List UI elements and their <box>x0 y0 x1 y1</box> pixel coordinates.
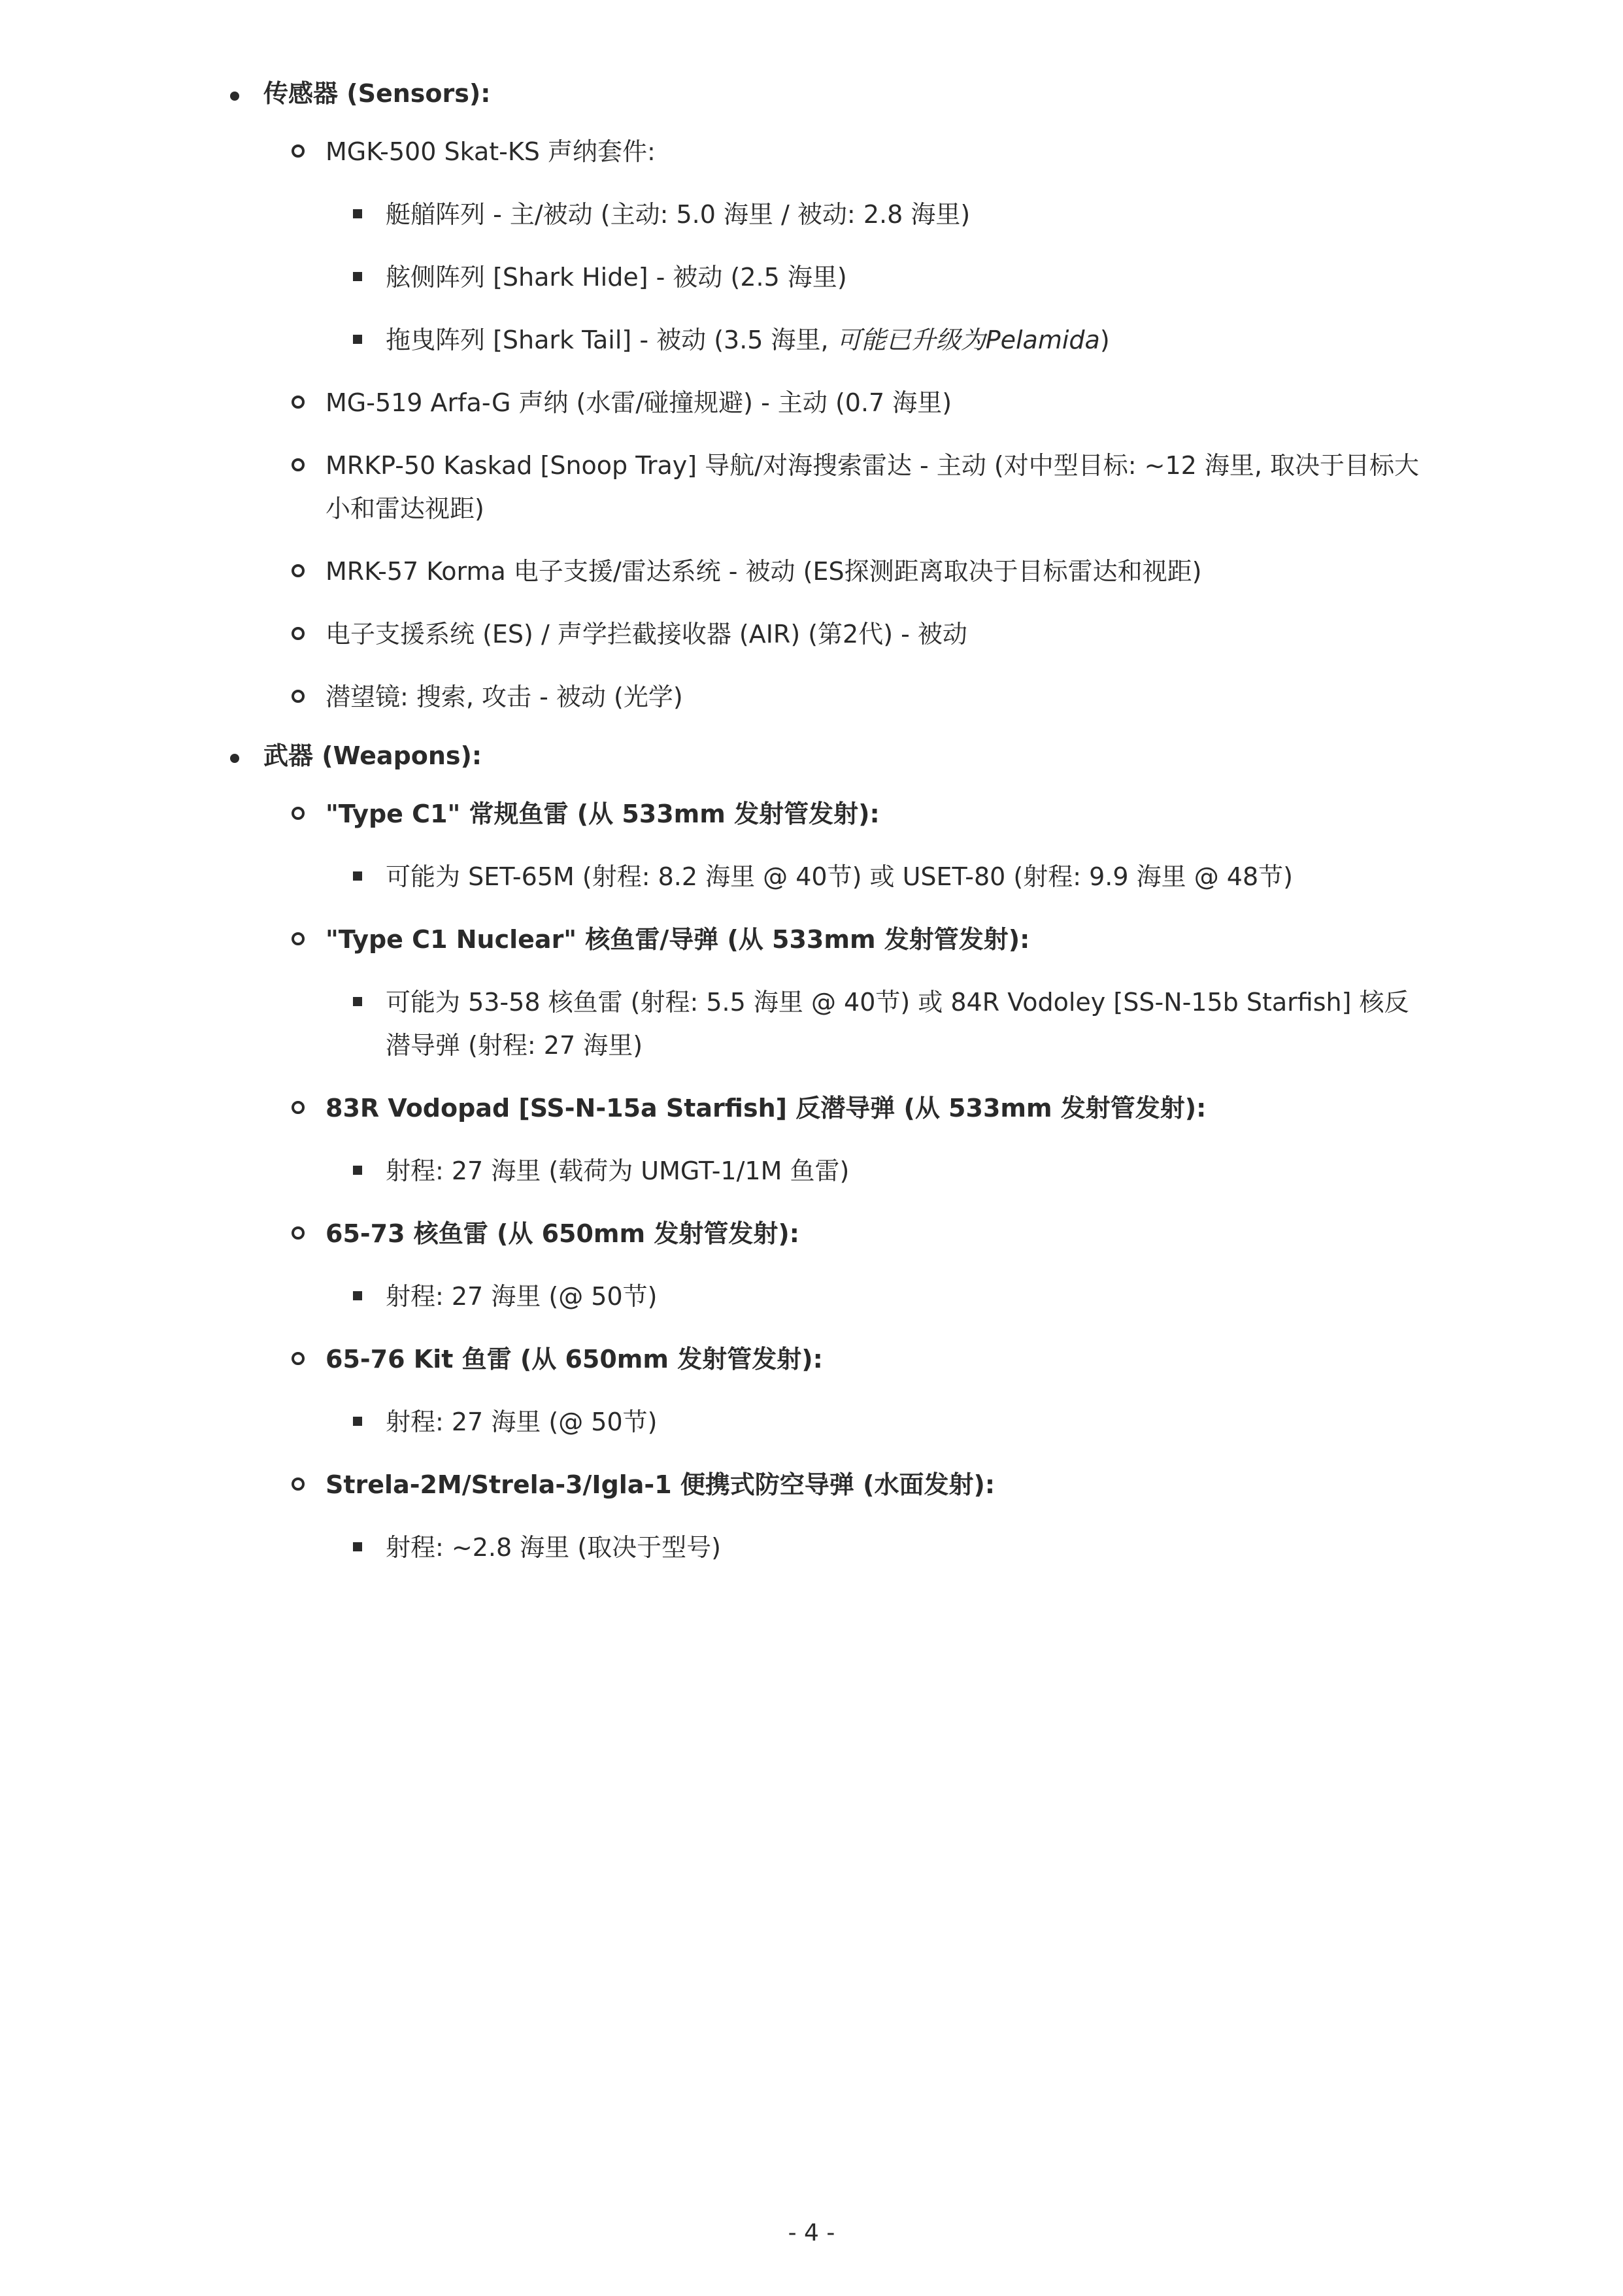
weapon-details-list <box>0 1395 1623 1458</box>
list-item-text-after: ) <box>1099 326 1110 354</box>
sonar-suite-list <box>0 188 1623 376</box>
section-weapons <box>0 733 1623 1583</box>
list-item-text: 射程: 27 海里 (载荷为 UMGT-1/1M 鱼雷) <box>386 1156 850 1185</box>
list-item-text: 艇艏阵列 - 主/被动 (主动: 5.0 海里 / 被动: 2.8 海里) <box>386 200 971 229</box>
section-heading-sensors: 传感器 (Sensors): <box>263 79 491 108</box>
list-item <box>0 1207 1623 1332</box>
list-item <box>0 188 1623 250</box>
list-item-text: 潜望镜: 搜索, 攻击 - 被动 (光学) <box>326 683 683 711</box>
weapon-heading: 65-73 核鱼雷 (从 650mm 发射管发射): <box>326 1219 799 1248</box>
weapon-details-list <box>0 1521 1623 1583</box>
list-item-text: 射程: 27 海里 (@ 50节) <box>386 1282 658 1311</box>
list-item-text: 可能为 53-58 核鱼雷 (射程: 5.5 海里 @ 40节) 或 84R Vodoley [SS-N-15b Starfish] 核反潜导弹 (射程: 27 海里) <box>386 988 1409 1060</box>
list-item <box>0 439 1623 545</box>
list-item <box>0 250 1623 313</box>
list-item-text-italic: 可能已升级为Pelamida <box>836 326 1100 354</box>
list-item <box>0 850 1623 913</box>
list-item-text: 电子支援系统 (ES) / 声学拦截接收器 (AIR) (第2代) - 被动 <box>326 620 967 649</box>
document-body <box>0 71 1623 1583</box>
section-sensors <box>0 71 1623 733</box>
weapons-list <box>0 787 1623 1583</box>
list-item <box>0 975 1623 1081</box>
list-item <box>0 545 1623 607</box>
list-item-text: MG-519 Arfa-G 声纳 (水雷/碰撞规避) - 主动 (0.7 海里) <box>326 388 952 417</box>
list-item <box>0 1270 1623 1332</box>
weapon-heading: 65-76 Kit 鱼雷 (从 650mm 发射管发射): <box>326 1345 823 1374</box>
list-item <box>0 787 1623 913</box>
weapon-heading: 83R Vodopad [SS-N-15a Starfish] 反潜导弹 (从 533mm 发射管发射): <box>326 1094 1207 1123</box>
weapon-heading: "Type C1 Nuclear" 核鱼雷/导弹 (从 533mm 发射管发射): <box>326 925 1030 954</box>
list-item <box>0 376 1623 439</box>
weapon-details-list <box>0 1144 1623 1207</box>
page-number: - 4 - <box>788 2220 835 2246</box>
list-item <box>0 913 1623 1081</box>
list-item-text: 射程: ~2.8 海里 (取决于型号) <box>386 1533 721 1562</box>
weapon-heading: Strela-2M/Strela-3/Igla-1 便携式防空导弹 (水面发射): <box>326 1470 996 1499</box>
list-item-text: MGK-500 Skat-KS 声纳套件: <box>326 137 656 166</box>
sensors-list <box>0 125 1623 733</box>
list-item <box>0 1395 1623 1458</box>
list-item <box>0 1081 1623 1207</box>
weapon-details-list <box>0 975 1623 1081</box>
list-item <box>0 125 1623 376</box>
weapon-details-list <box>0 1270 1623 1332</box>
list-item-text: 舷侧阵列 [Shark Hide] - 被动 (2.5 海里) <box>386 263 847 292</box>
weapon-details-list <box>0 850 1623 913</box>
list-item-text: MRKP-50 Kaskad [Snoop Tray] 导航/对海搜索雷达 - 主动 (对中型目标: ~12 海里, 取决于目标大小和雷达视距) <box>326 451 1420 523</box>
list-item <box>0 1144 1623 1207</box>
list-item <box>0 1458 1623 1583</box>
list-item <box>0 313 1623 376</box>
list-item-text <box>386 313 1427 376</box>
section-heading-weapons: 武器 (Weapons): <box>263 741 482 770</box>
list-item <box>0 1521 1623 1583</box>
list-item <box>0 607 1623 670</box>
top-level-list <box>0 71 1623 1583</box>
list-item <box>0 1332 1623 1458</box>
list-item-text-main: 拖曳阵列 [Shark Tail] - 被动 (3.5 海里, <box>386 326 837 354</box>
list-item-text: 可能为 SET-65M (射程: 8.2 海里 @ 40节) 或 USET-80 (射程: 9.9 海里 @ 48节) <box>386 862 1293 891</box>
weapon-heading: "Type C1" 常规鱼雷 (从 533mm 发射管发射): <box>326 800 880 828</box>
list-item-text: MRK-57 Korma 电子支援/雷达系统 - 被动 (ES探测距离取决于目标雷达和视距) <box>326 557 1202 586</box>
list-item <box>0 670 1623 733</box>
list-item-text: 射程: 27 海里 (@ 50节) <box>386 1408 658 1436</box>
